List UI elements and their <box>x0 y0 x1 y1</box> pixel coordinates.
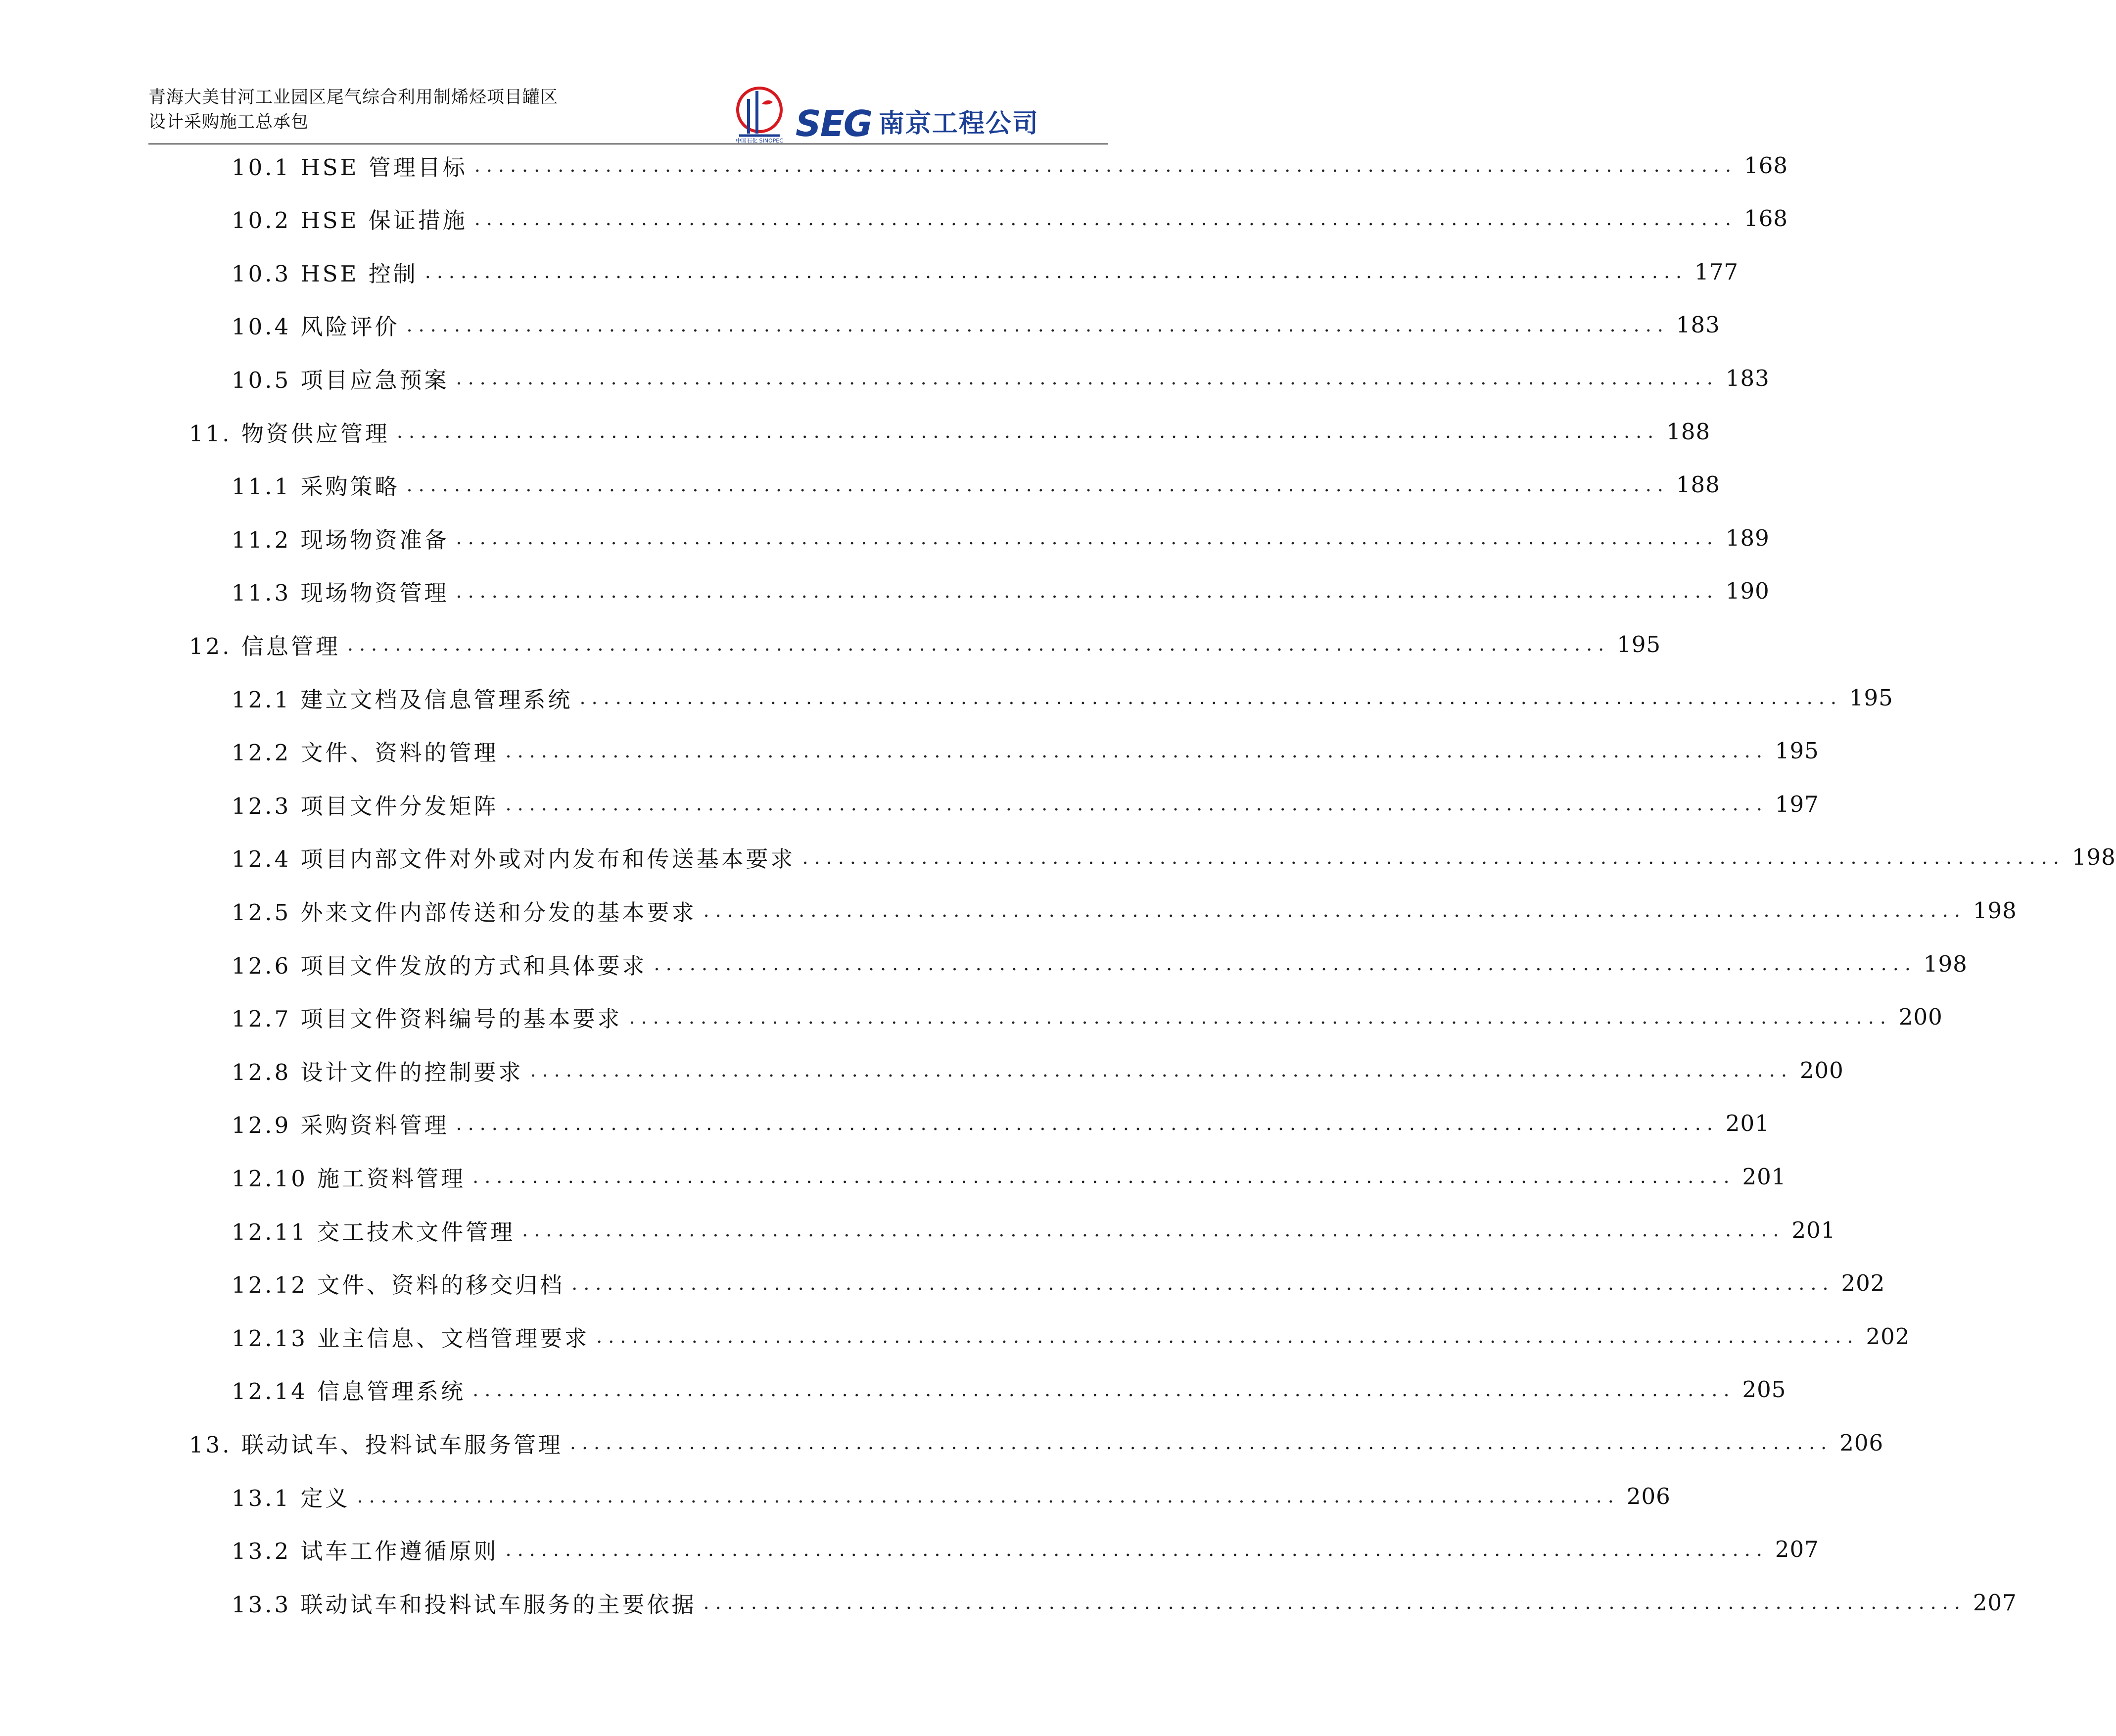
toc-page-number: 198 <box>1973 897 2017 924</box>
toc-entry[interactable] <box>232 148 1788 183</box>
toc-dot-leader: .......................................................................................................... <box>571 1272 1834 1294</box>
toc-dot-leader: .......................................................................................................... <box>569 1432 1833 1454</box>
toc-entry[interactable] <box>232 1159 1787 1194</box>
toc-entry[interactable] <box>232 1266 1885 1301</box>
toc-page-number: 202 <box>1866 1323 1910 1350</box>
toc-dot-leader: .......................................................................................................... <box>456 367 1719 389</box>
toc-page-number: 195 <box>1617 631 1661 657</box>
toc-entry-label: 10.3 HSE 控制 <box>232 260 418 287</box>
toc-entry-label: 11.2 现场物资准备 <box>232 526 449 553</box>
toc-entry-label: 12. 信息管理 <box>189 633 340 659</box>
toc-dot-leader: .......................................................................................................... <box>456 1112 1719 1134</box>
toc-dot-leader: .......................................................................................................... <box>474 207 1738 230</box>
toc-dot-leader: .......................................................................................................... <box>629 1006 1892 1028</box>
toc-entry-label: 13.3 联动试车和投料试车服务的主要依据 <box>232 1591 697 1618</box>
document-title-line-1: 青海大美甘河工业园区尾气综合利用制烯烃项目罐区 <box>148 88 559 107</box>
toc-page-number: 190 <box>1725 578 1770 605</box>
toc-entry-label: 12.7 项目文件资料编号的基本要求 <box>232 1006 622 1032</box>
toc-page-number: 206 <box>1839 1429 1884 1456</box>
toc-page-number: 200 <box>1898 1004 1943 1031</box>
toc-entry[interactable] <box>232 1372 1787 1407</box>
toc-dot-leader: .......................................................................................................... <box>396 421 1660 442</box>
toc-entry-label: 12.11 交工技术文件管理 <box>232 1219 516 1245</box>
toc-entry[interactable] <box>232 468 1720 502</box>
page-header <box>148 79 1108 143</box>
toc-entry[interactable] <box>232 1319 1910 1354</box>
toc-page-number: 177 <box>1694 258 1739 285</box>
toc-page-number: 168 <box>1744 205 1788 232</box>
toc-page-number: 207 <box>1973 1589 2017 1616</box>
toc-entry[interactable] <box>189 627 1661 661</box>
document-title <box>148 85 558 135</box>
company-logo <box>732 79 1039 143</box>
toc-entry-label: 11.1 采购策略 <box>232 473 400 500</box>
toc-dot-leader: .......................................................................................................... <box>703 1592 1966 1614</box>
toc-page-number: 188 <box>1676 471 1720 498</box>
toc-dot-leader: .......................................................................................................... <box>472 1378 1736 1401</box>
toc-dot-leader: .......................................................................................................... <box>406 314 1669 336</box>
toc-entry[interactable] <box>232 201 1788 236</box>
toc-page-number: 188 <box>1666 418 1711 445</box>
toc-entry-label: 12.6 项目文件发放的方式和具体要求 <box>232 952 647 979</box>
toc-entry-label: 10.2 HSE 保证措施 <box>232 207 468 234</box>
company-name: 南京工程公司 <box>878 109 1039 139</box>
toc-entry-label: 12.9 采购资料管理 <box>232 1112 449 1139</box>
toc-dot-leader: .......................................................................................................... <box>424 261 1688 283</box>
toc-entry-label: 12.8 设计文件的控制要求 <box>232 1059 523 1085</box>
toc-page-number: 205 <box>1742 1376 1787 1403</box>
toc-entry-label: 12.5 外来文件内部传送和分发的基本要求 <box>232 899 697 926</box>
sinopec-logo-icon <box>732 84 787 143</box>
toc-dot-leader: .......................................................................................................... <box>505 1538 1768 1560</box>
toc-page-number: 168 <box>1744 152 1788 179</box>
toc-entry[interactable] <box>232 893 2017 928</box>
toc-entry[interactable] <box>232 361 1770 395</box>
toc-entry-label: 12.2 文件、资料的管理 <box>232 740 499 766</box>
header-divider <box>148 143 1108 144</box>
toc-entry-label: 12.14 信息管理系统 <box>232 1378 466 1405</box>
toc-dot-leader: .......................................................................................................... <box>347 633 1610 656</box>
toc-entry[interactable] <box>232 840 2116 875</box>
toc-entry[interactable] <box>232 946 1968 981</box>
toc-dot-leader: .......................................................................................................... <box>474 154 1738 176</box>
toc-entry-label: 12.13 业主信息、文档管理要求 <box>232 1325 590 1352</box>
toc-entry-label: 12.1 建立文档及信息管理系统 <box>232 686 573 713</box>
toc-dot-leader: .......................................................................................................... <box>456 527 1719 549</box>
toc-entry-label: 10.1 HSE 管理目标 <box>232 154 468 181</box>
toc-entry-label: 13.2 试车工作遵循原则 <box>232 1538 499 1565</box>
toc-entry-label: 11.3 现场物资管理 <box>232 580 449 607</box>
toc-dot-leader: .......................................................................................................... <box>530 1059 1793 1081</box>
toc-dot-leader: .......................................................................................................... <box>472 1166 1736 1188</box>
toc-entry[interactable] <box>189 1425 1884 1460</box>
toc-page-number: 195 <box>1775 738 1819 764</box>
toc-dot-leader: .......................................................................................................... <box>703 899 1966 922</box>
toc-page-number: 201 <box>1791 1217 1836 1243</box>
toc-entry-label: 13.1 定义 <box>232 1485 350 1511</box>
toc-entry-label: 13. 联动试车、投料试车服务管理 <box>189 1431 563 1458</box>
toc-entry[interactable] <box>232 254 1739 289</box>
toc-entry-label: 11. 物资供应管理 <box>189 420 390 447</box>
toc-entry-label: 12.4 项目内部文件对外或对内发布和传送基本要求 <box>232 846 796 873</box>
toc-dot-leader: .......................................................................................................... <box>505 793 1768 815</box>
document-title-line-2: 设计采购施工总承包 <box>148 112 309 132</box>
toc-entry[interactable] <box>232 1585 2017 1620</box>
toc-entry-label: 10.5 项目应急预案 <box>232 367 449 393</box>
toc-entry[interactable] <box>232 1000 1943 1034</box>
toc-entry[interactable] <box>232 1213 1836 1247</box>
toc-dot-leader: .......................................................................................................... <box>579 687 1842 708</box>
toc-entry[interactable] <box>232 734 1819 768</box>
toc-dot-leader: .......................................................................................................... <box>596 1325 1859 1348</box>
toc-entry-label: 10.4 风险评价 <box>232 314 400 340</box>
toc-page-number: 201 <box>1742 1163 1787 1190</box>
toc-entry[interactable] <box>189 414 1711 449</box>
toc-entry-label: 12.3 项目文件分发矩阵 <box>232 793 499 819</box>
toc-dot-leader: .......................................................................................................... <box>802 846 2065 868</box>
toc-dot-leader: .......................................................................................................... <box>654 953 1917 975</box>
toc-entry[interactable] <box>232 308 1720 342</box>
toc-page-number: 195 <box>1849 684 1893 711</box>
toc-dot-leader: .......................................................................................................... <box>505 740 1768 762</box>
toc-page-number: 198 <box>1923 950 1968 977</box>
toc-page-number: 198 <box>2071 844 2116 871</box>
toc-entry[interactable] <box>232 574 1770 609</box>
toc-entry[interactable] <box>232 1479 1671 1513</box>
toc-page-number: 202 <box>1841 1270 1885 1297</box>
toc-entry[interactable] <box>232 1053 1844 1087</box>
toc-dot-leader: .......................................................................................................... <box>456 580 1719 602</box>
toc-entry[interactable] <box>232 1106 1770 1141</box>
toc-page-number: 207 <box>1775 1536 1819 1563</box>
toc-entry[interactable] <box>232 680 1893 715</box>
toc-dot-leader: .......................................................................................................... <box>522 1219 1785 1241</box>
toc-page-number: 183 <box>1725 365 1770 391</box>
toc-page-number: 197 <box>1775 791 1819 817</box>
toc-page-number: 201 <box>1725 1110 1770 1137</box>
toc-dot-leader: .......................................................................................................... <box>357 1485 1620 1507</box>
toc-entry-label: 12.10 施工资料管理 <box>232 1165 466 1192</box>
toc-page-number: 183 <box>1676 312 1720 338</box>
toc-entry[interactable] <box>232 787 1819 821</box>
toc-dot-leader: .......................................................................................................... <box>406 473 1669 496</box>
toc-entry[interactable] <box>232 1532 1819 1567</box>
toc-page-number: 200 <box>1799 1057 1844 1083</box>
sinopec-mark-label: 中国石化 SINOPEC <box>735 138 783 144</box>
toc-entry[interactable] <box>232 520 1770 555</box>
seg-logo-text: SEG <box>795 103 872 144</box>
toc-entry-label: 12.12 文件、资料的移交归档 <box>232 1272 565 1299</box>
toc-page-number: 206 <box>1626 1483 1671 1509</box>
toc-page-number: 189 <box>1725 524 1770 551</box>
